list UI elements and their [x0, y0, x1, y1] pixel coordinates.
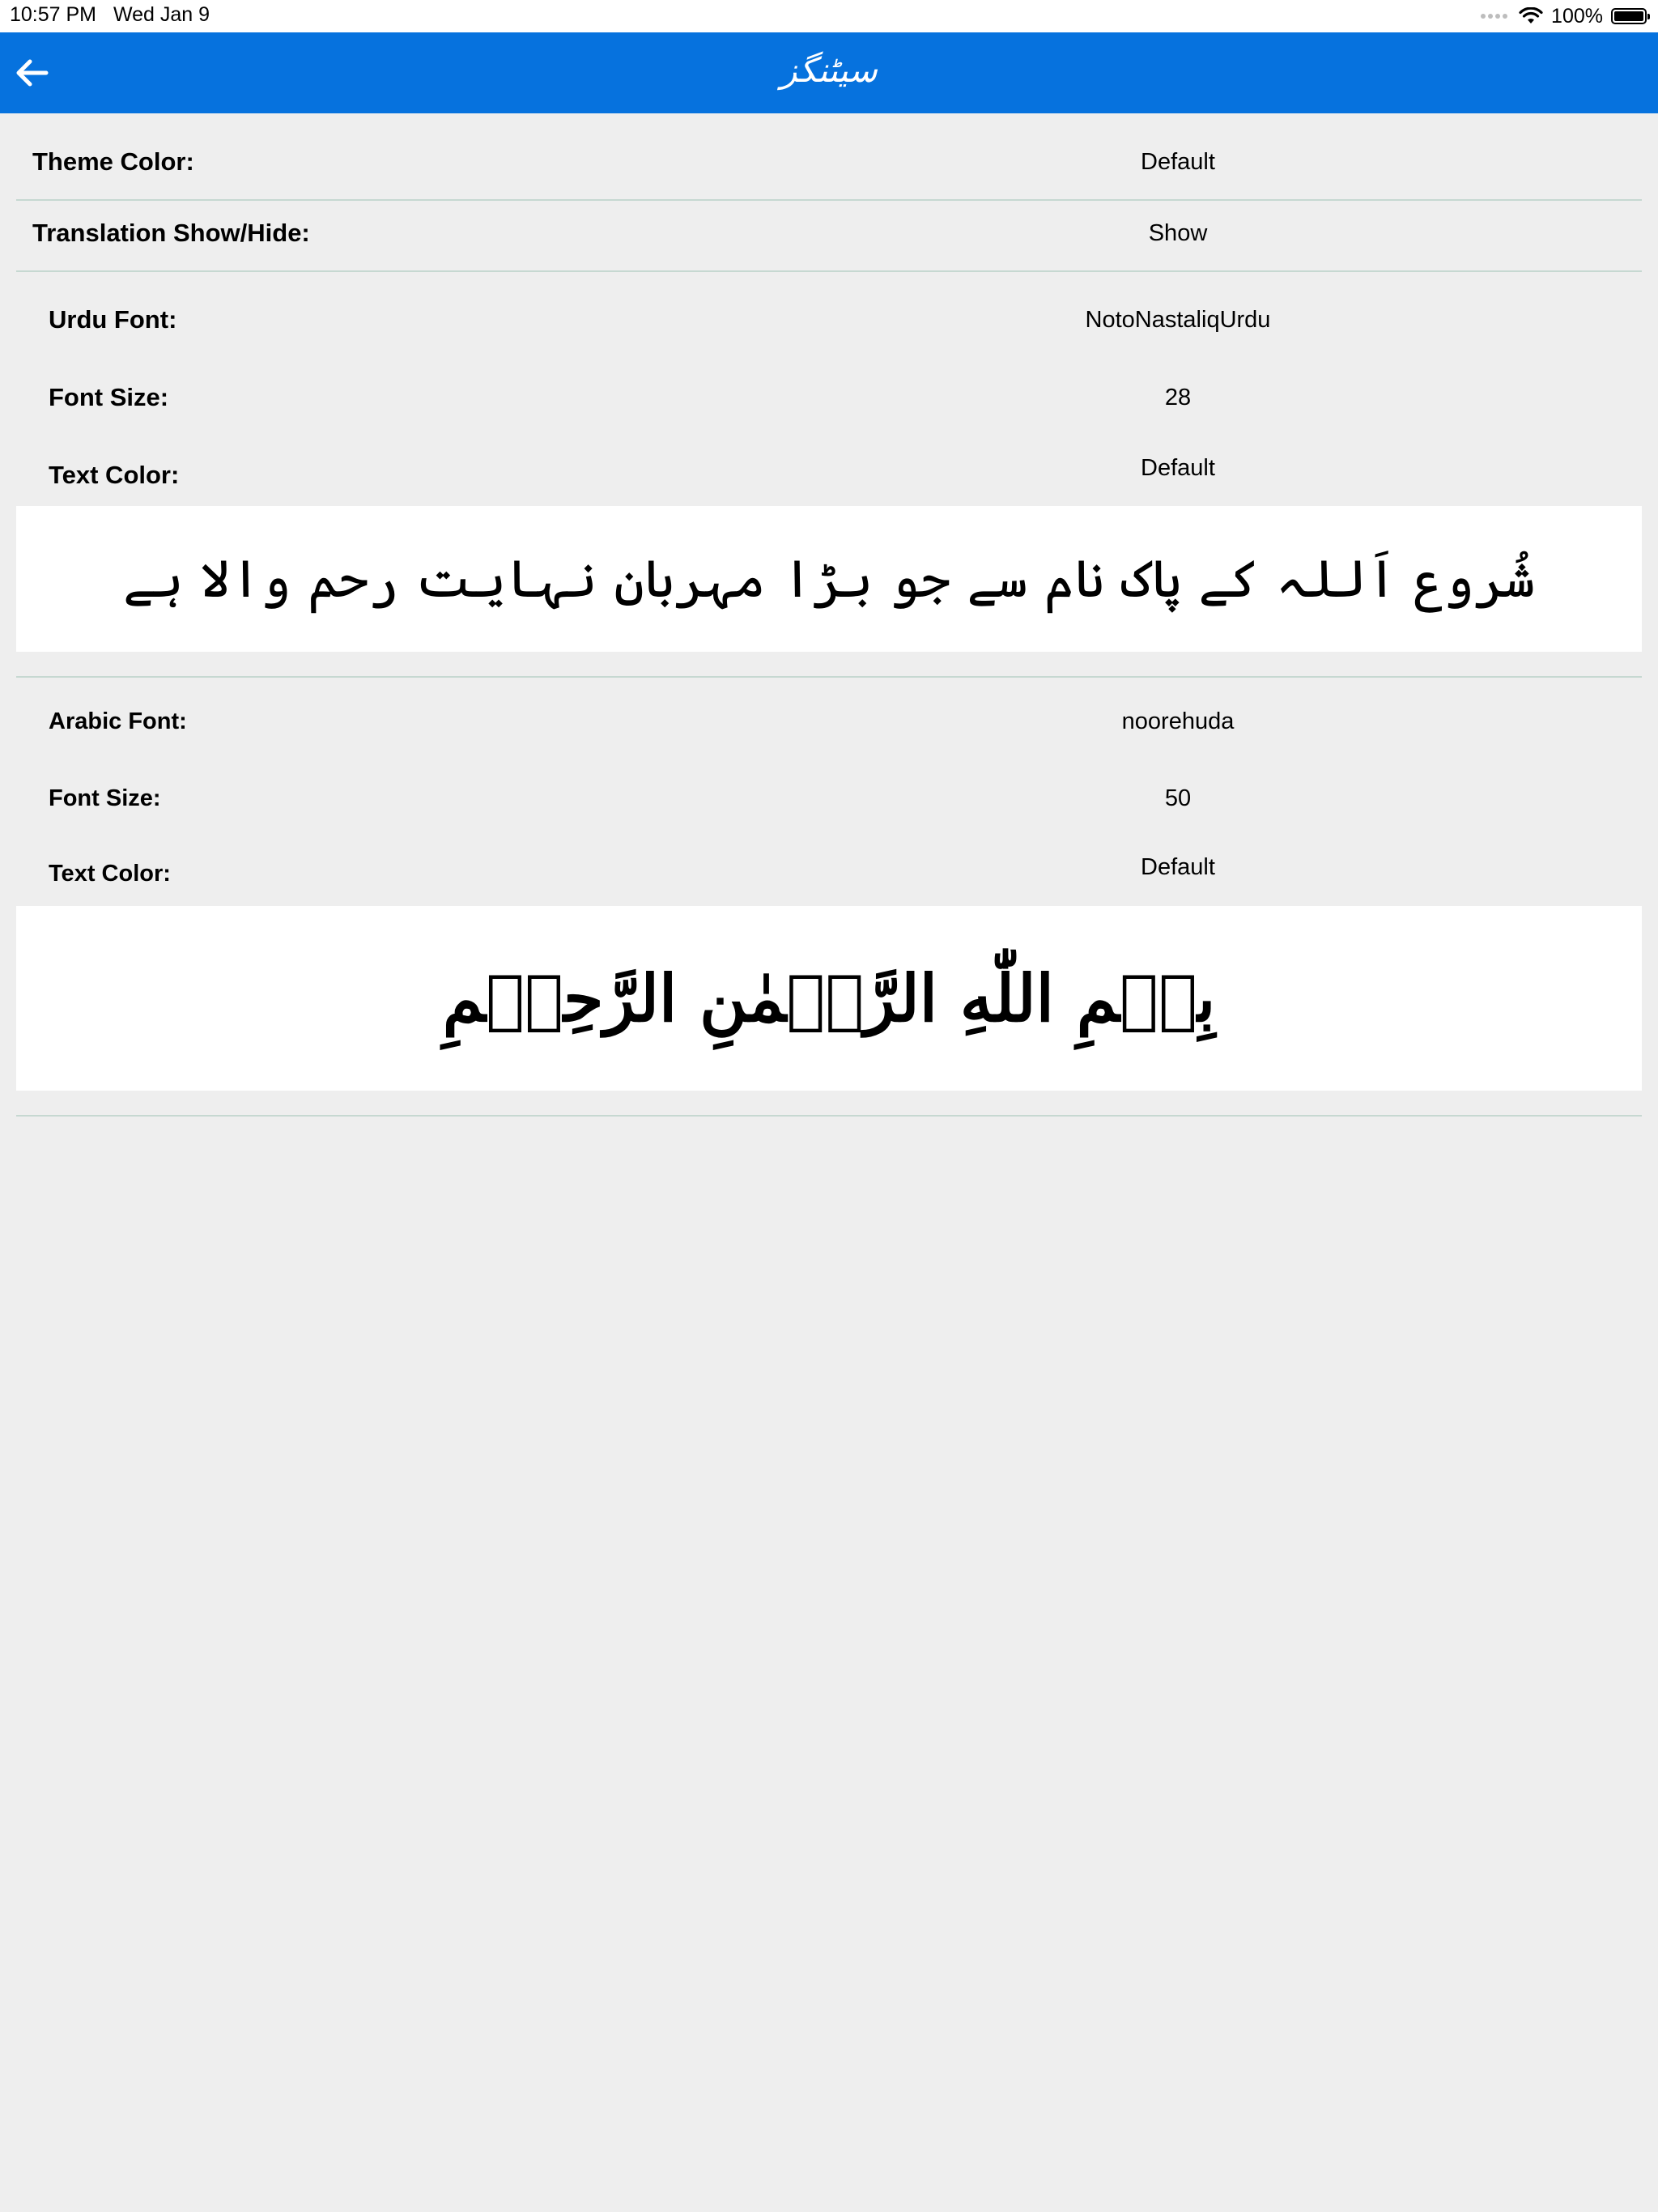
status-date: Wed Jan 9: [113, 3, 210, 26]
urdu-font-size-label: Font Size:: [49, 383, 169, 411]
status-right: [1481, 2, 1647, 30]
urdu-font-label: Urdu Font:: [49, 305, 177, 334]
urdu-font-value[interactable]: NotoNastaliqUrdu: [1085, 307, 1271, 333]
urdu-font-row: [16, 297, 1642, 346]
urdu-text-color-label: Text Color:: [49, 461, 180, 489]
cellular-signal-icon: [1481, 14, 1507, 19]
urdu-preview-text: شُروع اَللہ کے پاک نام سے جو بڑا مہربان نہایت رحم والا ہے: [16, 506, 1642, 652]
divider: [16, 676, 1642, 678]
translation-value[interactable]: Show: [1148, 220, 1208, 246]
theme-color-row: [16, 138, 1642, 186]
page-title: سیٹنگز: [780, 50, 878, 90]
urdu-font-size-row: [16, 375, 1642, 423]
wifi-icon: [1519, 7, 1543, 25]
status-bar: [0, 0, 1658, 32]
arabic-font-value[interactable]: noorehuda: [1121, 708, 1235, 734]
arabic-font-size-value[interactable]: 50: [1164, 785, 1192, 811]
status-time: 10:57 PM: [10, 3, 97, 26]
theme-color-label: Theme Color:: [32, 147, 194, 176]
theme-color-value[interactable]: Default: [1141, 149, 1215, 175]
urdu-text-color-value[interactable]: Default: [1141, 455, 1215, 481]
app-bar: [0, 32, 1658, 113]
arabic-font-size-label: Font Size:: [49, 785, 161, 811]
arabic-font-size-row: [16, 776, 1642, 824]
battery-icon: [1611, 8, 1647, 24]
battery-percent: 100%: [1551, 4, 1603, 28]
arabic-font-row: [16, 700, 1642, 749]
divider: [16, 1115, 1642, 1117]
translation-label: Translation Show/Hide:: [32, 219, 310, 247]
arabic-text-color-label: Text Color:: [49, 861, 171, 887]
arabic-font-label: Arabic Font:: [49, 708, 187, 734]
divider: [16, 199, 1642, 201]
divider: [16, 270, 1642, 272]
translation-row: [16, 209, 1642, 257]
arabic-text-color-value[interactable]: Default: [1141, 854, 1215, 880]
arabic-preview-text: بِسۡمِ اللّٰهِ الرَّحۡمٰنِ الرَّحِيۡمِ: [16, 906, 1642, 1091]
urdu-text-color-row: [16, 453, 1642, 501]
urdu-font-size-value[interactable]: 28: [1164, 385, 1192, 410]
arabic-text-color-row: [16, 853, 1642, 901]
